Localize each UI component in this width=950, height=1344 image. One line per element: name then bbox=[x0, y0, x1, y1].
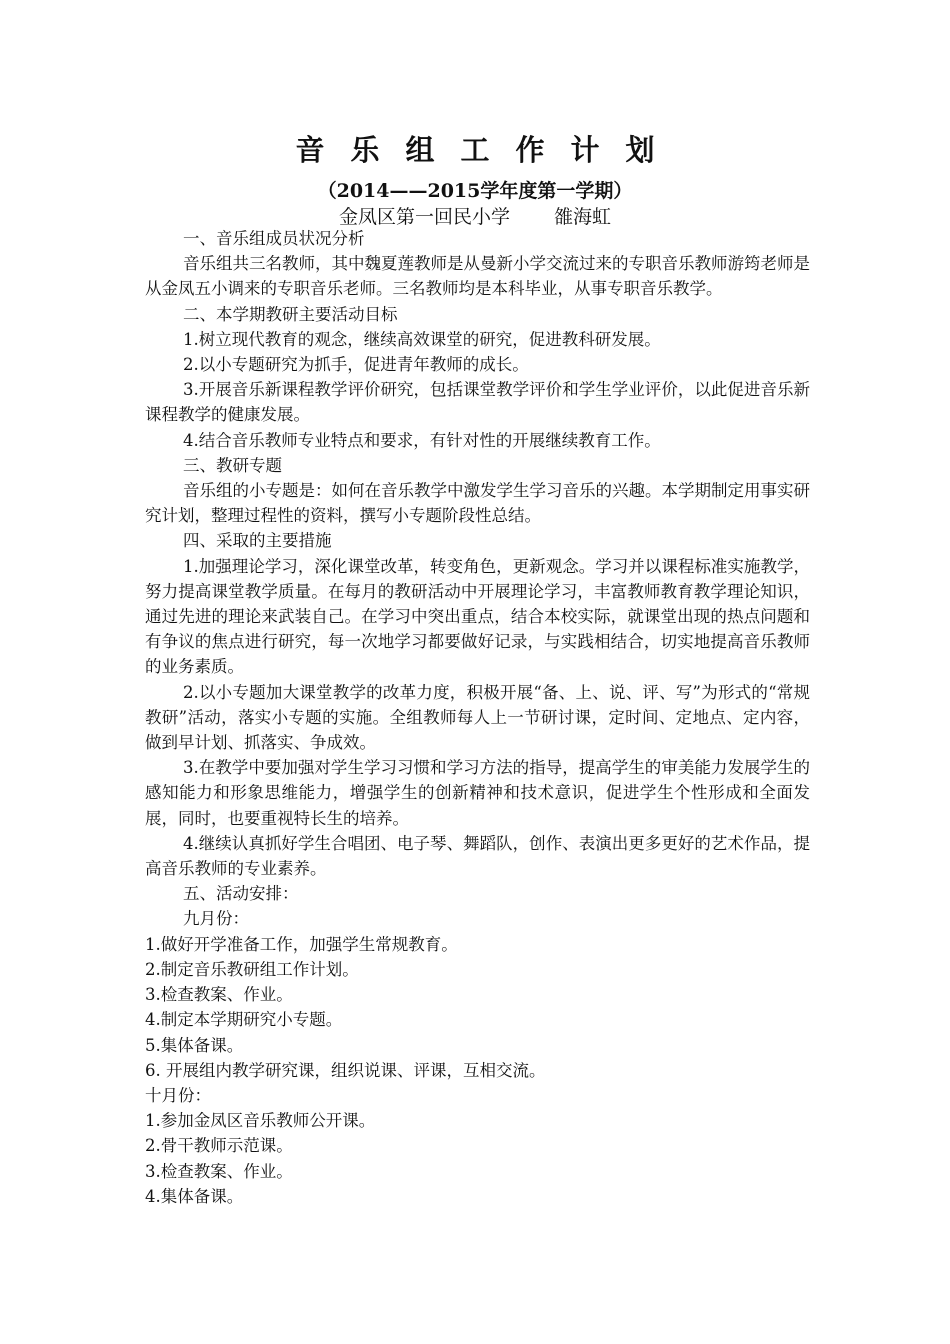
paragraph: 1.参加金凤区音乐教师公开课。 bbox=[145, 1111, 376, 1131]
author-name: 雒海虹 bbox=[554, 206, 612, 228]
paragraph: 3.检查教案、作业。 bbox=[145, 1161, 293, 1181]
paragraph: 4.集体备课。 bbox=[145, 1186, 244, 1206]
school-author-line bbox=[0, 202, 950, 229]
school-name: 金凤区第一回民小学 bbox=[338, 206, 510, 228]
paragraph: 4.结合音乐教师专业特点和要求，有针对性的开展继续教育工作。 bbox=[183, 430, 661, 450]
paragraph: 3.检查教案、作业。 bbox=[145, 985, 293, 1005]
paragraph: 四、采取的主要措施 bbox=[183, 531, 332, 551]
paragraph: 6. 开展组内教学研究课，组织说课、评课，互相交流。 bbox=[145, 1060, 546, 1080]
paragraph: 4.制定本学期研究小专题。 bbox=[145, 1010, 343, 1030]
paragraph: 2.骨干教师示范课。 bbox=[145, 1136, 293, 1156]
paragraph: 1.做好开学准备工作，加强学生常规教育。 bbox=[145, 934, 458, 954]
paragraph: 一、音乐组成员状况分析 bbox=[183, 229, 365, 248]
paragraph: 2.以小专题加大课堂教学的改革力度，积极开展“备、上、说、评、写”为形式的“常规教研”活动，落实小专题的实施。全组教师每人上一节研讨课，定时间、定地点、定内容，做到早计划、抓落实、争成效。 bbox=[145, 682, 810, 753]
paragraph: 十月份： bbox=[145, 1085, 211, 1105]
document-body bbox=[145, 226, 810, 1209]
paragraph: 2.制定音乐教研组工作计划。 bbox=[145, 959, 359, 979]
document-title: 音乐组工作计划 bbox=[295, 133, 681, 167]
paragraph: 1.加强理论学习，深化课堂改革，转变角色，更新观念。学习并以课程标准实施教学，努力提高课堂教学质量。在每月的教研活动中开展理论学习，丰富教师教育教学理论知识，通过先进的理论来武装自己。在学习中突出重点，结合本校实际，就课堂出现的热点问题和有争议的焦点进行研究，每一次地学习都要做好记录，与实践相结合，切实地提高音乐教师的业务素质。 bbox=[145, 556, 810, 677]
paragraph: 3.开展音乐新课程教学评价研究，包括课堂教学评价和学生学业评价，以此促进音乐新课程教学的健康发展。 bbox=[145, 380, 810, 425]
paragraph: 音乐组共三名教师，其中魏夏莲教师是从曼新小学交流过来的专职音乐教师游筠老师是从金凤五小调来的专职音乐老师。三名教师均是本科毕业，从事专职音乐教学。 bbox=[145, 254, 810, 299]
paragraph: 1.树立现代教育的观念，继续高效课堂的研究，促进教科研发展。 bbox=[183, 329, 661, 349]
paragraph: 5.集体备课。 bbox=[145, 1035, 244, 1055]
paragraph: 三、教研专题 bbox=[183, 455, 282, 475]
paragraph: 二、本学期教研主要活动目标 bbox=[183, 304, 398, 324]
paragraph: 音乐组的小专题是：如何在音乐教学中激发学生学习音乐的兴趣。本学期制定用事实研究计划，整理过程性的资料，撰写小专题阶段性总结。 bbox=[145, 481, 810, 526]
paragraph: 九月份： bbox=[183, 909, 249, 929]
document-subtitle: （2014——2015学年度第一学期） bbox=[317, 180, 633, 202]
paragraph: 五、活动安排： bbox=[183, 884, 299, 904]
paragraph: 4.继续认真抓好学生合唱团、电子琴、舞蹈队，创作、表演出更多更好的艺术作品，提高音乐教师的专业素养。 bbox=[145, 833, 810, 879]
paragraph: 3.在教学中要加强对学生学习习惯和学习方法的指导，提高学生的审美能力发展学生的感知能力和形象思维能力，增强学生的创新精神和技术意识，促进学生个性形成和全面发展，同时，也要重视特长生的培养。 bbox=[145, 758, 810, 828]
paragraph: 2.以小专题研究为抓手，促进青年教师的成长。 bbox=[183, 355, 529, 375]
